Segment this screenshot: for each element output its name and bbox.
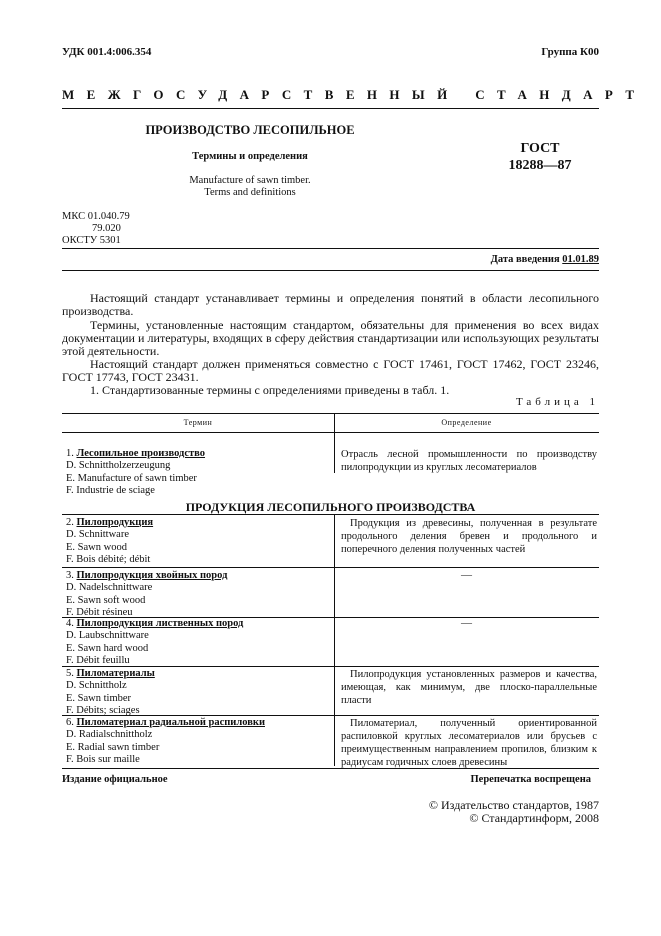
- column-header-definition: Определение: [441, 418, 492, 427]
- gost-number: 18288—87: [508, 158, 572, 173]
- row-rule: [62, 567, 599, 568]
- term-name: Пилопродукция хвойных пород: [76, 570, 228, 581]
- paragraph-mandatory: Термины, установленные настоящим стандартом, обязательны для применения во всех видах документации и литературы, входящих в сферу действия стандартизации или использующих результаты этой деятельности.: [62, 318, 599, 359]
- table-header-rule: [62, 432, 599, 433]
- official-edition: Издание официальное: [62, 774, 168, 785]
- term-name: Лесопильное производство: [76, 448, 206, 459]
- okstu-code: ОКСТУ 5301: [62, 235, 121, 246]
- table-row: [66, 448, 328, 497]
- term-number: 4.: [66, 618, 74, 629]
- term-definition: —: [461, 617, 472, 629]
- term-german: D. Laubschnittware: [66, 630, 149, 642]
- term-number: 3.: [66, 570, 74, 581]
- term-german: D. Radialschnittholz: [66, 729, 153, 741]
- term-number: 5.: [66, 668, 74, 679]
- term-definition: —: [461, 569, 472, 581]
- term-english: E. Sawn hard wood: [66, 642, 149, 654]
- table-column-divider: [334, 413, 335, 473]
- introduction-date-value: 01.01.89: [562, 254, 599, 265]
- title-english-line2: Terms and definitions: [204, 187, 296, 198]
- term-french: F. Bois débité; débit: [66, 553, 151, 565]
- page-title: ПРОИЗВОДСТВО ЛЕСОПИЛЬНОЕ: [145, 123, 355, 137]
- introduction-date: [491, 254, 599, 265]
- udk-code: УДК 001.4:006.354: [62, 46, 152, 58]
- term-french: F. Débit feuillu: [66, 654, 130, 666]
- term-definition: Продукция из древесины, полученная в результате продольного деления бревен и продольного и поперечного деления полученных частей: [341, 518, 597, 555]
- term-german: D. Schnittholzerzeugung: [66, 460, 171, 472]
- row-rule: [62, 715, 599, 716]
- page-subtitle: Термины и определения: [192, 151, 308, 162]
- term-german: D. Schnittware: [66, 529, 129, 541]
- mks-code-secondary: 79.020: [92, 223, 121, 234]
- term-english: E. Sawn wood: [66, 541, 127, 553]
- term-english: E. Sawn timber: [66, 692, 132, 704]
- term-french: F. Industrie de sciage: [66, 484, 155, 496]
- table-row: [66, 668, 328, 717]
- term-english: E. Manufacture of sawn timber: [66, 472, 197, 484]
- mks-code: МКС 01.040.79: [62, 211, 130, 222]
- term-number: 6.: [66, 717, 74, 728]
- date-rule: [62, 270, 599, 271]
- table-top-rule: [62, 413, 599, 414]
- term-german: D. Schnittholz: [66, 680, 127, 692]
- term-english: E. Sawn soft wood: [66, 594, 146, 606]
- row-rule: [62, 666, 599, 667]
- section-rule: [62, 514, 599, 515]
- classification-rule: [62, 248, 599, 249]
- term-number: 2.: [66, 517, 74, 528]
- gost-label: ГОСТ: [520, 141, 560, 156]
- paragraph-scope: Настоящий стандарт устанавливает термины и определения понятий в области лесопильного производства.: [62, 291, 599, 319]
- term-name: Пилопродукция лиственных пород: [76, 618, 244, 629]
- term-name: Пиломатериал радиальной распиловки: [76, 717, 265, 728]
- table-row: [66, 570, 328, 619]
- copyright-standartinform: © Стандартинформ, 2008: [469, 811, 599, 825]
- introduction-date-label: Дата введения: [490, 254, 560, 265]
- paragraph-related-standards: Настоящий стандарт должен применяться совместно с ГОСТ 17461, ГОСТ 17462, ГОСТ 23246, ГОСТ 17743, ГОСТ 23431.: [62, 357, 599, 385]
- term-english: E. Radial sawn timber: [66, 741, 160, 753]
- interstate-standard-banner: МЕЖГОСУДАРСТВЕННЫЙ СТАНДАРТ: [62, 87, 647, 102]
- table-column-divider: [334, 514, 335, 766]
- term-number: 1.: [66, 448, 74, 459]
- term-definition: Пиломатериал, полученный ориентированной распиловкой круглых лесоматериалов или брусьев с преимущественным направлением пропилов, близким к радиусам годичных слоев древесины: [341, 718, 597, 768]
- term-german: D. Nadelschnittware: [66, 582, 153, 594]
- table-caption: Таблица 1: [515, 396, 599, 408]
- reprint-prohibited: Перепечатка воспрещена: [470, 774, 591, 785]
- term-french: F. Bois sur maille: [66, 753, 140, 765]
- term-definition: Пилопродукция установленных размеров и качества, имеющая, как минимум, две плоско-параллельные пласти: [341, 669, 597, 706]
- table-bottom-rule: [62, 768, 599, 769]
- group-code: Группа К00: [541, 46, 599, 58]
- term-definition: Отрасль лесной промышленности по производству пилопродукции из круглых лесоматериалов: [341, 449, 597, 473]
- column-header-terms: Термин: [183, 418, 213, 427]
- table-row: [66, 517, 328, 566]
- term-french: F. Débits; sciages: [66, 704, 140, 716]
- section-heading: ПРОДУКЦИЯ ЛЕСОПИЛЬНОГО ПРОИЗВОДСТВА: [185, 500, 476, 514]
- table-row: [66, 717, 328, 766]
- copyright-publisher: © Издательство стандартов, 1987: [428, 798, 599, 812]
- header-rule: [62, 108, 599, 109]
- title-english-line1: Manufacture of sawn timber.: [189, 175, 311, 186]
- term-name: Пилопродукция: [76, 517, 154, 528]
- term-name: Пиломатериалы: [76, 668, 155, 679]
- paragraph-table-ref: 1. Стандартизованные термины с определениями приведены в табл. 1.: [90, 383, 450, 397]
- table-row: [66, 618, 328, 667]
- term-french: F. Débit résineu: [66, 606, 133, 618]
